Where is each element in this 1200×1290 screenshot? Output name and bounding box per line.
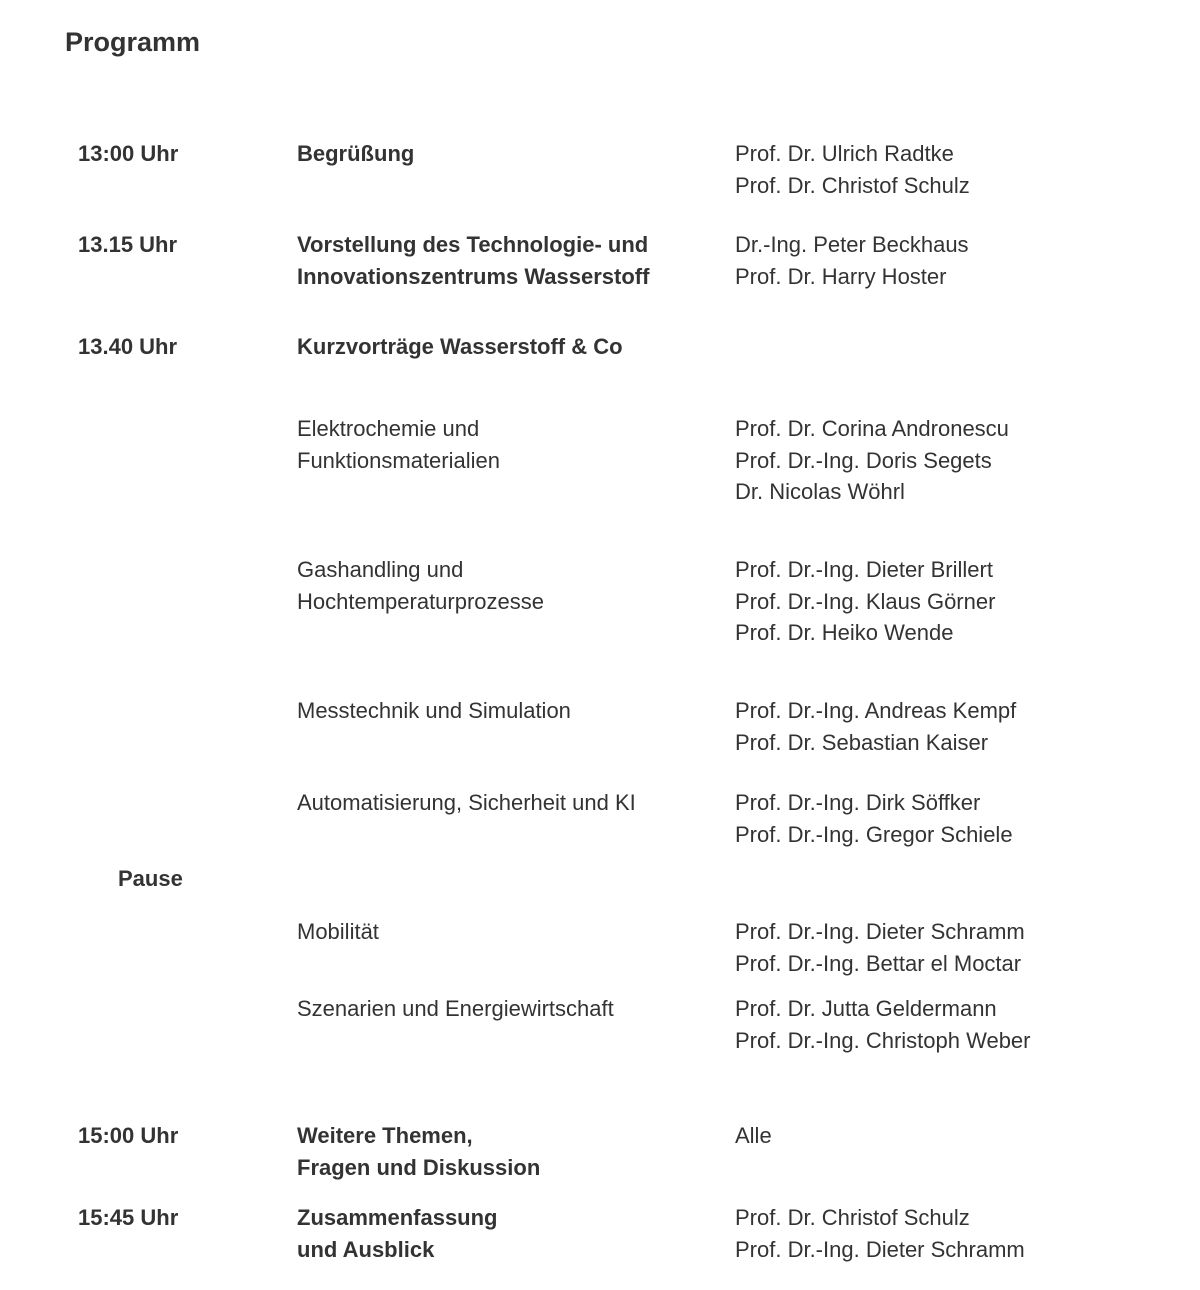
topic-line: Funktionsmaterialien bbox=[297, 447, 500, 473]
speaker-name: Prof. Dr.-Ing. Dieter Schramm bbox=[735, 919, 1025, 944]
speakers bbox=[735, 1202, 1025, 1265]
speaker-name: Prof. Dr. Ulrich Radtke bbox=[735, 141, 954, 166]
speakers bbox=[735, 695, 1016, 758]
speaker-name: Prof. Dr.-Ing. Klaus Görner bbox=[735, 588, 996, 614]
topic-line: Zusammenfassung bbox=[297, 1205, 498, 1230]
topic-line: Weitere Themen, bbox=[297, 1123, 473, 1148]
speaker-name: Prof. Dr. Christof Schulz bbox=[735, 172, 970, 198]
topic-line: und Ausblick bbox=[297, 1236, 435, 1262]
topic-line: Elektrochemie und bbox=[297, 416, 480, 441]
topic bbox=[297, 916, 717, 948]
speakers bbox=[735, 1120, 772, 1152]
time-label: 15:45 Uhr bbox=[78, 1205, 179, 1230]
topic bbox=[297, 413, 717, 476]
time-label: 13.40 Uhr bbox=[78, 334, 178, 359]
topic bbox=[297, 331, 717, 363]
topic-line: Fragen und Diskussion bbox=[297, 1154, 541, 1180]
topic-line: Messtechnik und Simulation bbox=[297, 698, 571, 723]
topic bbox=[297, 787, 717, 819]
topic bbox=[297, 229, 717, 292]
speaker-name: Prof. Dr. Harry Hoster bbox=[735, 263, 947, 289]
speakers bbox=[735, 916, 1025, 979]
topic-line: Automatisierung, Sicherheit und KI bbox=[297, 790, 636, 815]
topic bbox=[297, 1202, 717, 1265]
speakers bbox=[735, 554, 995, 649]
topic-line: Vorstellung des Technologie- und bbox=[297, 232, 649, 257]
speaker-name: Prof. Dr.-Ing. Doris Segets bbox=[735, 447, 992, 473]
time-label: 13.15 Uhr bbox=[78, 232, 178, 257]
speakers bbox=[735, 229, 969, 292]
speaker-name: Prof. Dr.-Ing. Andreas Kempf bbox=[735, 698, 1017, 723]
topic bbox=[297, 554, 717, 617]
speaker-name: Prof. Dr.-Ing. Dieter Schramm bbox=[735, 1236, 1025, 1262]
speaker-name: Prof. Dr. Heiko Wende bbox=[735, 620, 954, 645]
topic bbox=[297, 1120, 717, 1183]
topic-line: Szenarien und Energiewirtschaft bbox=[297, 996, 614, 1021]
speakers bbox=[735, 138, 970, 201]
page-title: Programm bbox=[65, 27, 201, 57]
speaker-name: Dr. Nicolas Wöhrl bbox=[735, 479, 905, 504]
time-label: 15:00 Uhr bbox=[78, 1123, 179, 1148]
speaker-name: Prof. Dr. Jutta Geldermann bbox=[735, 996, 997, 1021]
speakers bbox=[735, 787, 1013, 850]
speaker-name: Prof. Dr.-Ing. Bettar el Moctar bbox=[735, 950, 1022, 976]
topic-line: Hochtemperaturprozesse bbox=[297, 588, 545, 614]
speaker-name: Prof. Dr. Christof Schulz bbox=[735, 1205, 970, 1230]
speakers bbox=[735, 413, 1009, 508]
topic-line: Kurzvorträge Wasserstoff & Co bbox=[297, 334, 623, 359]
topic bbox=[297, 138, 717, 170]
topic-line: Innovationszentrums Wasserstoff bbox=[297, 263, 650, 289]
speaker-name: Dr.-Ing. Peter Beckhaus bbox=[735, 232, 969, 257]
topic bbox=[297, 993, 717, 1025]
topic-line: Begrüßung bbox=[297, 141, 415, 166]
pause-label: Pause bbox=[118, 866, 183, 891]
speaker-name: Alle bbox=[735, 1123, 772, 1148]
speaker-name: Prof. Dr.-Ing. Christoph Weber bbox=[735, 1027, 1031, 1053]
speaker-name: Prof. Dr.-Ing. Dieter Brillert bbox=[735, 557, 993, 582]
topic-line: Mobilität bbox=[297, 919, 379, 944]
speaker-name: Prof. Dr. Sebastian Kaiser bbox=[735, 729, 989, 755]
speaker-name: Prof. Dr.-Ing. Gregor Schiele bbox=[735, 821, 1013, 847]
speakers bbox=[735, 993, 1031, 1056]
speaker-name: Prof. Dr. Corina Andronescu bbox=[735, 416, 1009, 441]
topic bbox=[297, 695, 717, 727]
speaker-name: Prof. Dr.-Ing. Dirk Söffker bbox=[735, 790, 981, 815]
time-label: 13:00 Uhr bbox=[78, 141, 179, 166]
topic-line: Gashandling und bbox=[297, 557, 464, 582]
